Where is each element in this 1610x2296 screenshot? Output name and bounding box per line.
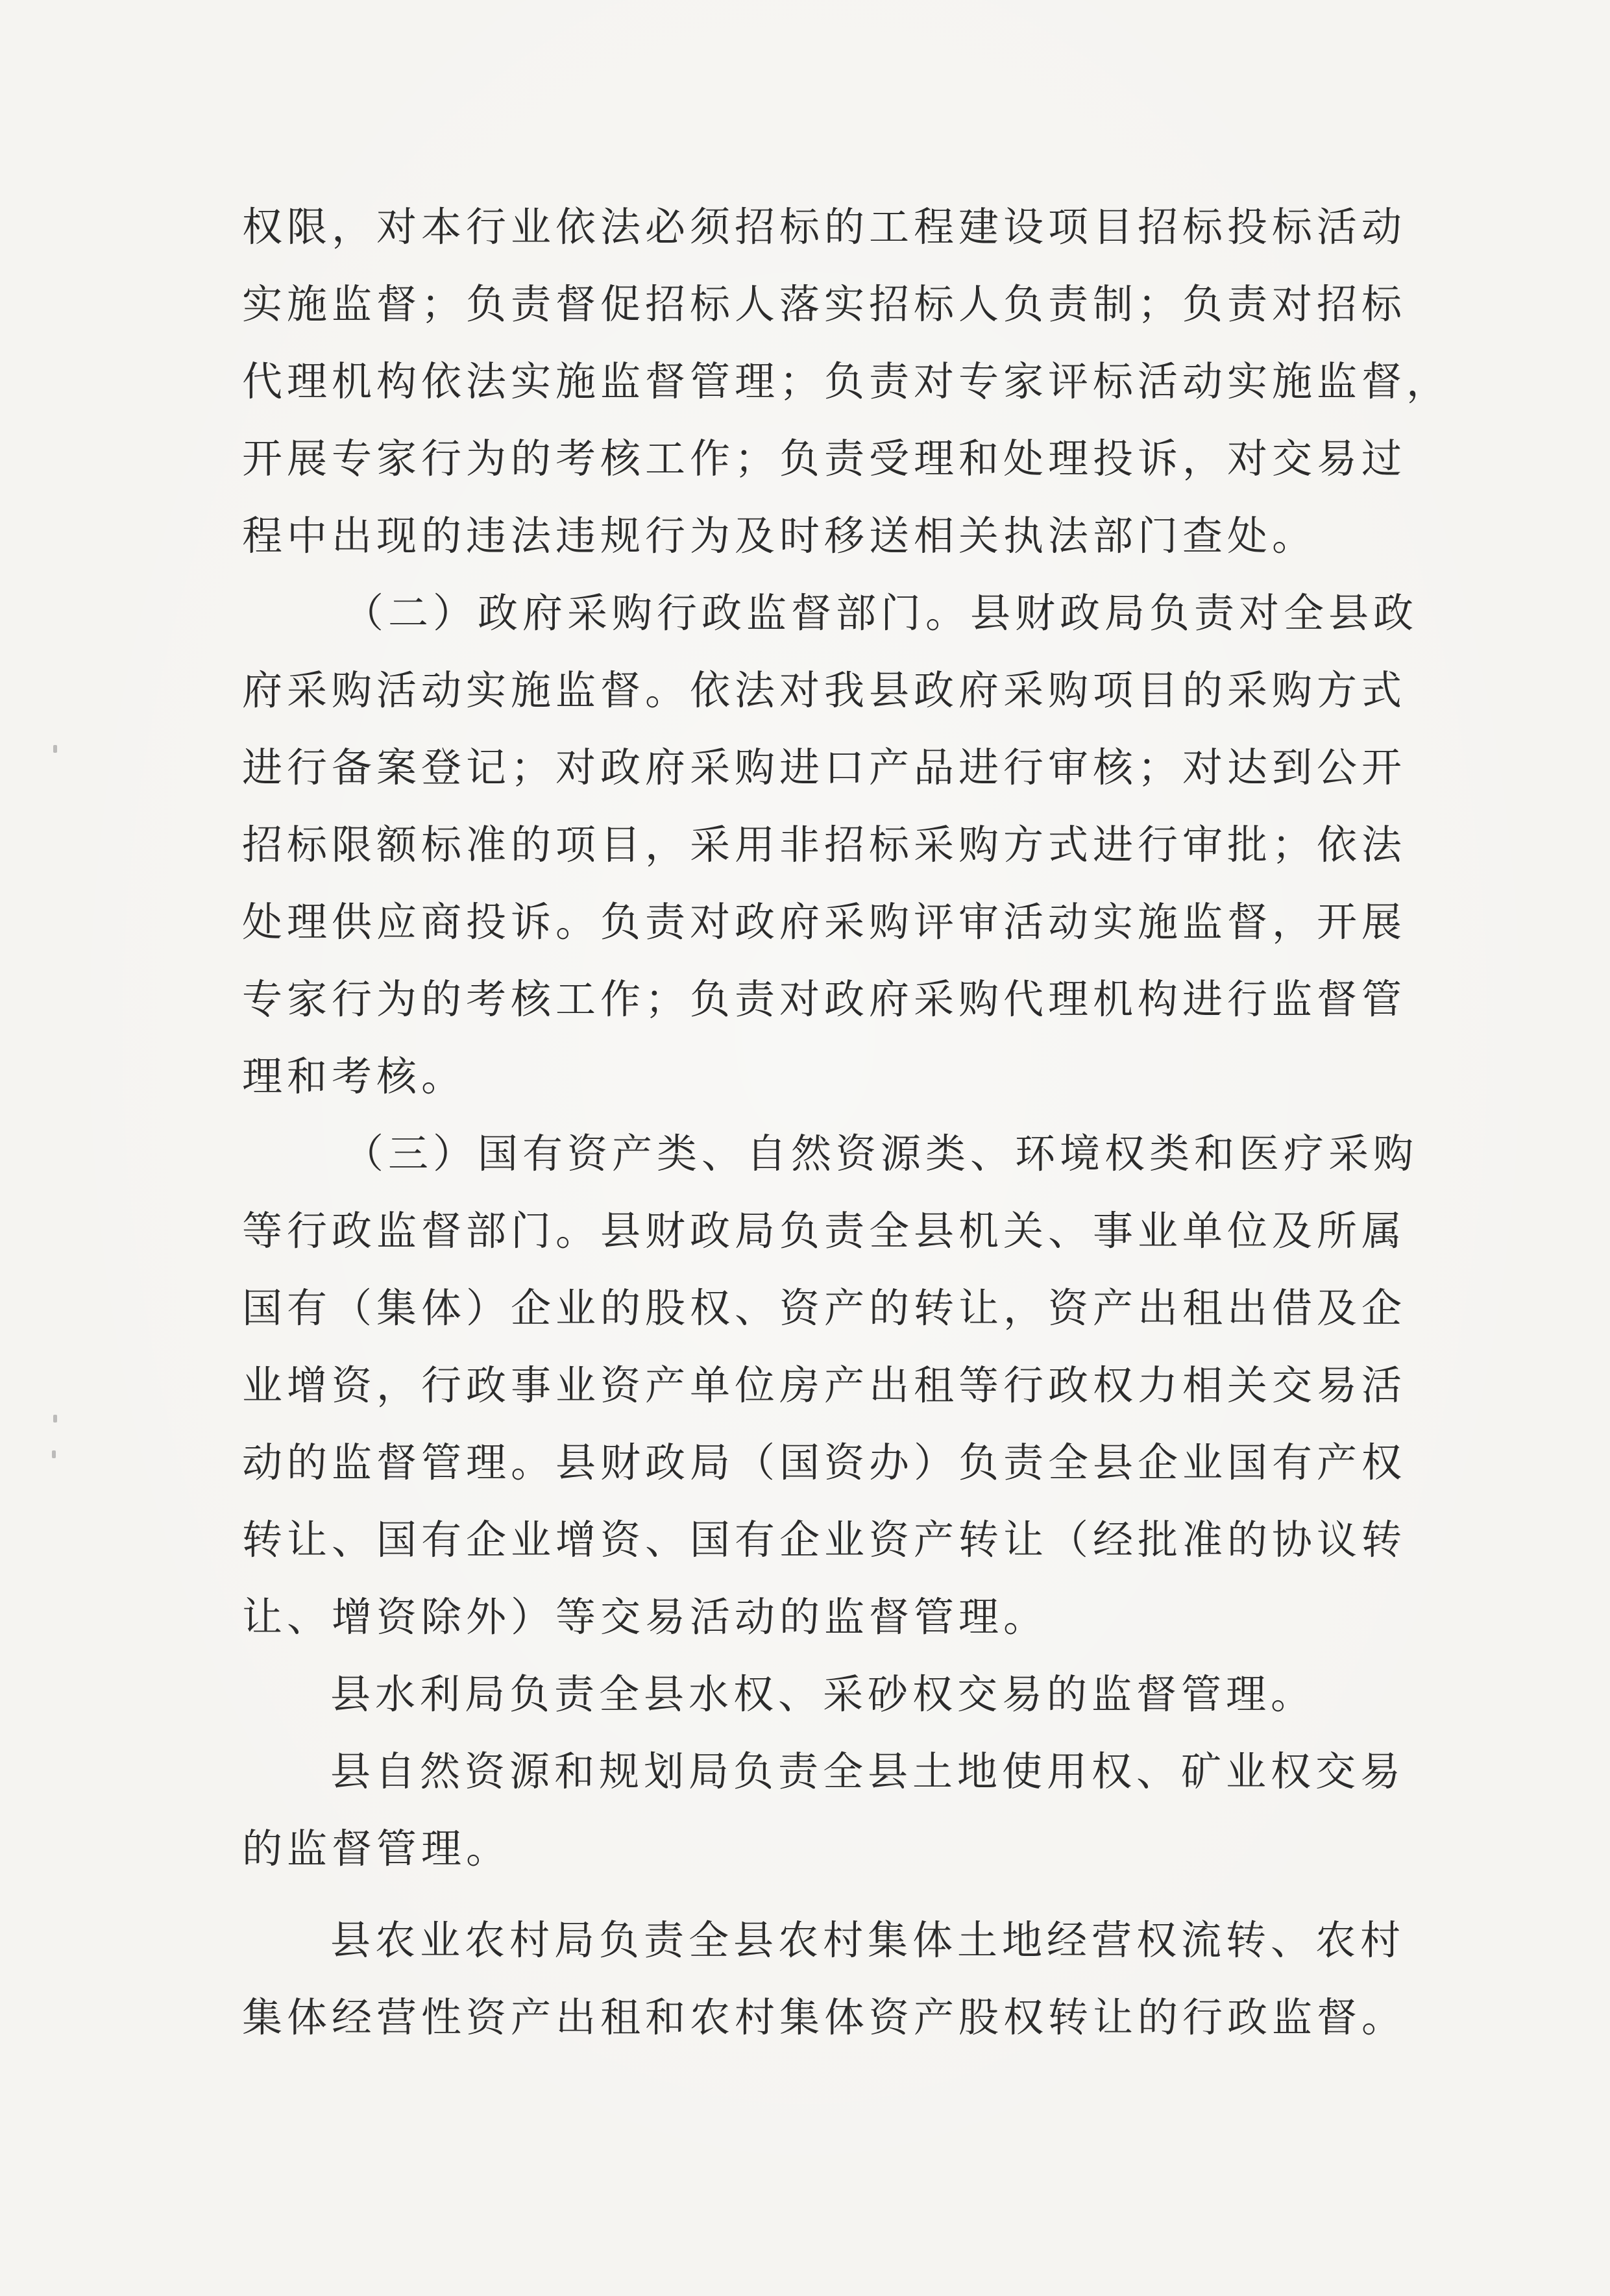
- paragraph-state-assets: [242, 1115, 1419, 1655]
- text-line: 县自然资源和规划局负责全县土地使用权、矿业权交易: [330, 1748, 1406, 1795]
- document-body: [242, 188, 1452, 2056]
- text-line: 进行备案登记；对政府采购进口产品进行审核；对达到公开: [242, 744, 1407, 791]
- text-line: 专家行为的考核工作；负责对政府采购代理机构进行监督管: [242, 975, 1407, 1023]
- scan-speck: [52, 1450, 56, 1458]
- scan-speck: [53, 1415, 57, 1423]
- text-line: 理和考核。: [242, 1053, 467, 1100]
- text-line: 代理机构依法实施监督管理；负责对专家评标活动实施监督，: [242, 358, 1452, 405]
- paragraph-water-resources: [242, 1655, 1410, 1733]
- text-line: 程中出现的违法违规行为及时移送相关执法部门查处。: [242, 512, 1317, 559]
- text-line: 转让、国有企业增资、国有企业资产转让（经批准的协议转: [242, 1516, 1407, 1563]
- paragraph-natural-resources: [242, 1733, 1410, 1887]
- text-line: 府采购活动实施监督。依法对我县政府采购项目的采购方式: [242, 666, 1407, 714]
- text-line: 权限，对本行业依法必须招标的工程建设项目招标投标活动: [242, 203, 1407, 250]
- text-line: 处理供应商投诉。负责对政府采购评审活动实施监督，开展: [242, 898, 1407, 946]
- text-line: （三）国有资产类、自然资源类、环境权类和医疗采购: [343, 1130, 1419, 1177]
- text-line: 实施监督；负责督促招标人落实招标人负责制；负责对招标: [242, 280, 1407, 328]
- paragraph-government-procurement: [242, 574, 1419, 1115]
- paragraph-agriculture: [242, 1901, 1410, 2056]
- text-line: 集体经营性资产出租和农村集体资产股权转让的行政监督。: [242, 1994, 1407, 2041]
- text-line: （二）政府采购行政监督部门。县财政局负责对全县政: [343, 589, 1419, 637]
- text-line: 招标限额标准的项目，采用非招标采购方式进行审批；依法: [242, 821, 1407, 868]
- text-line: 开展专家行为的考核工作；负责受理和处理投诉，对交易过: [242, 435, 1407, 482]
- text-line: 让、增资除外）等交易活动的监督管理。: [242, 1593, 1049, 1641]
- text-line: 等行政监督部门。县财政局负责全县机关、事业单位及所属: [242, 1207, 1407, 1254]
- paragraph-bidding-supervision: [242, 188, 1452, 574]
- text-line: 县农业农村局负责全县农村集体土地经营权流转、农村: [330, 1916, 1406, 1964]
- paragraph-gap: [242, 1887, 1410, 1901]
- text-line: 的监督管理。: [242, 1825, 511, 1872]
- text-line: 动的监督管理。县财政局（国资办）负责全县企业国有产权: [242, 1439, 1407, 1486]
- text-line: 县水利局负责全县水权、采砂权交易的监督管理。: [330, 1670, 1316, 1718]
- text-line: 国有（集体）企业的股权、资产的转让，资产出租出借及企: [242, 1284, 1407, 1332]
- text-line: 业增资，行政事业资产单位房产出租等行政权力相关交易活: [242, 1362, 1407, 1409]
- scan-speck: [53, 745, 57, 753]
